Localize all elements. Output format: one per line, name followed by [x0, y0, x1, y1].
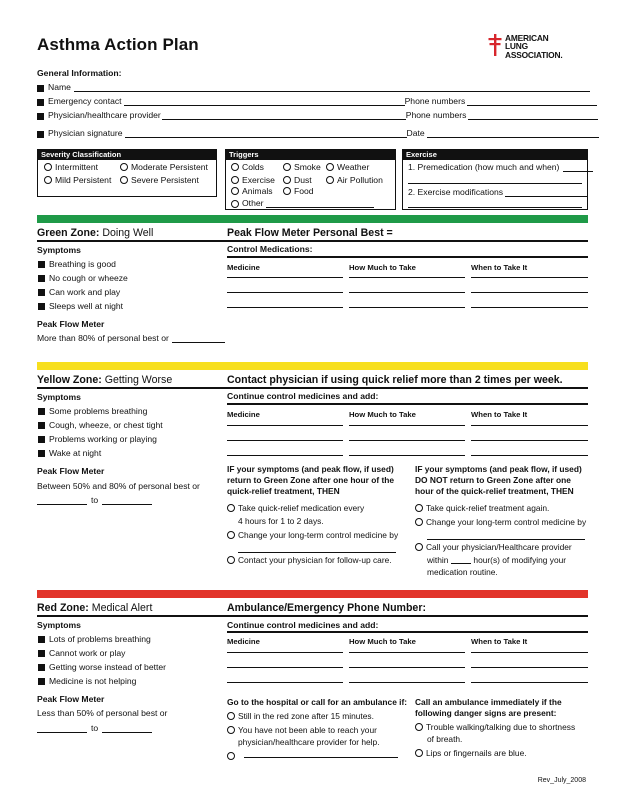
- if-return-item-cont: 4 hours for 1 to 2 days.: [238, 516, 324, 526]
- triggers-box: [225, 149, 396, 210]
- other-trigger-field[interactable]: [266, 207, 374, 208]
- page-title: Asthma Action Plan: [37, 35, 199, 54]
- other-reason-field[interactable]: [244, 757, 398, 758]
- triggers-heading: Triggers: [226, 150, 395, 160]
- radio-icon[interactable]: [283, 187, 291, 195]
- hospital-item-cont: physician/healthcare provider for help.: [238, 737, 380, 747]
- symptom-item: [38, 676, 136, 686]
- yellow-zone-bar: [37, 362, 588, 370]
- med-line[interactable]: [471, 292, 588, 293]
- symptom-label: Can work and play: [49, 287, 121, 297]
- severity-box: [37, 149, 217, 197]
- symptom-item: [38, 648, 125, 658]
- if-not-return-item: [415, 517, 586, 528]
- exercise-item-2: [408, 187, 587, 197]
- bullet-icon: [38, 408, 45, 415]
- symptom-item: [38, 273, 128, 283]
- hospital-item: [227, 725, 377, 736]
- symptom-item: [38, 406, 147, 416]
- med-line[interactable]: [227, 307, 343, 308]
- col-how-much: How Much to Take: [349, 637, 416, 646]
- heading-line: Call an ambulance immediately if the: [415, 697, 562, 707]
- col-medicine: Medicine: [227, 410, 260, 419]
- symptom-label: Cannot work or play: [49, 648, 126, 658]
- divider: [227, 256, 588, 258]
- hospital-heading: Go to the hospital or call for an ambulance if:: [227, 697, 408, 707]
- item-text: Trouble walking/talking due to shortness: [426, 722, 576, 732]
- zone-name: Red Zone:: [37, 602, 89, 614]
- med-line[interactable]: [227, 277, 343, 278]
- trigger-option-label: Colds: [242, 162, 264, 172]
- if-return-heading: [227, 464, 394, 497]
- name-field[interactable]: [74, 83, 590, 92]
- radio-icon[interactable]: [231, 176, 239, 184]
- radio-icon[interactable]: [231, 187, 239, 195]
- trigger-option[interactable]: [231, 175, 275, 185]
- if-return-item: [227, 530, 398, 541]
- exercise-item-label: 1. Premedication (how much and when): [408, 162, 560, 172]
- radio-icon[interactable]: [415, 749, 423, 757]
- emergency-contact-label: Emergency contact: [48, 96, 122, 106]
- emergency-phone-field[interactable]: [467, 97, 597, 106]
- divider: [37, 615, 588, 617]
- col-when: When to Take It: [471, 637, 528, 646]
- col-how-much: How Much to Take: [349, 410, 416, 419]
- bullet-icon: [38, 678, 45, 685]
- ambulance-heading: [415, 697, 562, 719]
- item-text: hour(s) of modifying your: [473, 555, 567, 565]
- trigger-option[interactable]: [231, 198, 374, 208]
- hours-field[interactable]: [451, 563, 471, 564]
- item-text: Take quick-relief medication every: [238, 503, 365, 513]
- general-heading: General Information:: [37, 68, 122, 78]
- to-label: to: [91, 723, 99, 733]
- bullet-icon: [38, 436, 45, 443]
- med-line[interactable]: [349, 292, 465, 293]
- to-label: to: [91, 495, 99, 505]
- radio-icon[interactable]: [283, 163, 291, 171]
- peak-flow-range: [37, 723, 152, 733]
- med-line[interactable]: [227, 682, 343, 683]
- symptom-item: [38, 259, 116, 269]
- radio-icon[interactable]: [415, 543, 423, 551]
- col-when: When to Take It: [471, 410, 528, 419]
- symptom-item: [38, 301, 123, 311]
- item-text: Lips or fingernails are blue.: [426, 748, 527, 758]
- trigger-option[interactable]: [231, 186, 273, 196]
- radio-icon[interactable]: [231, 163, 239, 171]
- control-meds-heading: Control Medications:: [227, 244, 313, 254]
- med-line[interactable]: [349, 307, 465, 308]
- radio-icon[interactable]: [415, 723, 423, 731]
- radio-icon[interactable]: [326, 163, 334, 171]
- trigger-option-label: Exercise: [242, 175, 275, 185]
- if-not-return-item-cont: medication routine.: [427, 567, 498, 577]
- bullet-icon: [38, 636, 45, 643]
- severity-option[interactable]: [44, 162, 98, 172]
- emergency-row: [37, 94, 597, 106]
- symptom-label: No cough or wheeze: [49, 273, 128, 283]
- radio-icon[interactable]: [227, 504, 235, 512]
- radio-icon[interactable]: [120, 176, 128, 184]
- med-line[interactable]: [349, 667, 465, 668]
- peak-flow-heading: Peak Flow Meter: [37, 466, 105, 476]
- symptom-label: Cough, wheeze, or chest tight: [49, 420, 163, 430]
- physician-provider-label: Physician/healthcare provider: [48, 110, 161, 120]
- name-row: [37, 80, 590, 92]
- change-med-field[interactable]: [238, 552, 396, 553]
- trigger-option[interactable]: [231, 162, 264, 172]
- physician-signature-label: Physician signature: [48, 128, 123, 138]
- item-text: Still in the red zone after 15 minutes.: [238, 711, 374, 721]
- med-line[interactable]: [349, 277, 465, 278]
- within-hours-line: [427, 555, 566, 566]
- ambulance-item: [415, 722, 575, 733]
- item-text: within: [427, 555, 449, 565]
- emergency-contact-field[interactable]: [124, 97, 405, 106]
- radio-icon[interactable]: [231, 200, 239, 208]
- med-line[interactable]: [471, 425, 588, 426]
- med-line[interactable]: [349, 652, 465, 653]
- lung-cross-icon: [488, 34, 502, 56]
- item-text: You have not been able to reach your: [238, 725, 377, 735]
- green-zone-bar: [37, 215, 588, 223]
- peak-flow-from-field[interactable]: [37, 732, 87, 733]
- physician-row: [37, 108, 598, 120]
- exercise-item-label: 2. Exercise modifications: [408, 187, 504, 197]
- if-not-return-heading: [415, 464, 582, 497]
- severity-option-label: Intermittent: [55, 162, 98, 172]
- continue-meds-heading: Continue control medicines and add:: [227, 391, 379, 401]
- logo-line: LUNG: [505, 41, 528, 52]
- radio-icon[interactable]: [227, 726, 235, 734]
- med-line[interactable]: [471, 667, 588, 668]
- logo-line: ASSOCIATION.: [505, 49, 563, 60]
- red-zone-title: [37, 602, 152, 614]
- med-line[interactable]: [349, 455, 465, 456]
- trigger-option-label: Smoke: [294, 162, 321, 172]
- radio-icon[interactable]: [415, 504, 423, 512]
- peak-flow-field[interactable]: [172, 342, 225, 343]
- severity-option[interactable]: [120, 175, 199, 185]
- trigger-option-label: Dust: [294, 175, 312, 185]
- radio-icon[interactable]: [326, 176, 334, 184]
- zone-desc: Getting Worse: [104, 374, 173, 386]
- bullet-icon: [37, 99, 44, 106]
- heading-line: IF your symptoms (and peak flow, if used): [227, 464, 394, 474]
- name-label: Name: [48, 82, 71, 92]
- zone-desc: Doing Well: [102, 227, 154, 239]
- symptom-label: Medicine is not helping: [49, 676, 137, 686]
- peak-flow-range: [37, 495, 152, 505]
- med-line[interactable]: [227, 440, 343, 441]
- trigger-option[interactable]: [283, 175, 312, 185]
- peak-flow-from-field[interactable]: [37, 504, 87, 505]
- bullet-icon: [37, 85, 44, 92]
- bullet-icon: [38, 422, 45, 429]
- divider: [227, 631, 588, 633]
- col-how-much: How Much to Take: [349, 263, 416, 272]
- radio-icon[interactable]: [415, 518, 423, 526]
- if-not-return-item: [415, 503, 549, 514]
- med-line[interactable]: [349, 440, 465, 441]
- item-text: Change your long-term control medicine by: [426, 517, 587, 527]
- radio-icon[interactable]: [120, 163, 128, 171]
- severity-option-label: Severe Persistent: [131, 175, 199, 185]
- peak-flow-label: Between 50% and 80% of personal best or: [37, 481, 200, 491]
- bullet-icon: [38, 664, 45, 671]
- trigger-option-label: Animals: [242, 186, 273, 196]
- divider: [37, 387, 588, 389]
- symptom-item: [38, 662, 166, 672]
- premedication-field-2[interactable]: [408, 183, 582, 184]
- radio-icon[interactable]: [227, 712, 235, 720]
- item-text: Take quick-relief treatment again.: [426, 503, 550, 513]
- severity-option[interactable]: [44, 175, 111, 185]
- zone-name: Yellow Zone:: [37, 374, 102, 386]
- change-med-field[interactable]: [427, 539, 585, 540]
- symptom-label: Breathing is good: [49, 259, 116, 269]
- radio-icon[interactable]: [227, 752, 235, 760]
- peak-flow-heading: Peak Flow Meter: [37, 694, 105, 704]
- zone-desc: Medical Alert: [91, 602, 153, 614]
- med-line[interactable]: [349, 682, 465, 683]
- item-text: Change your long-term control medicine by: [238, 530, 399, 540]
- heading-line: following danger signs are present:: [415, 708, 557, 718]
- symptoms-heading: Symptoms: [37, 620, 81, 630]
- hospital-item-other: [227, 752, 398, 760]
- med-line[interactable]: [471, 682, 588, 683]
- green-zone-title: [37, 227, 153, 239]
- med-line[interactable]: [349, 425, 465, 426]
- date-field[interactable]: [427, 129, 599, 138]
- symptoms-heading: Symptoms: [37, 245, 81, 255]
- col-medicine: Medicine: [227, 263, 260, 272]
- exercise-heading: Exercise: [403, 150, 587, 160]
- col-medicine: Medicine: [227, 637, 260, 646]
- col-when: When to Take It: [471, 263, 528, 272]
- bullet-icon: [38, 303, 45, 310]
- divider: [227, 403, 588, 405]
- ambulance-header: Ambulance/Emergency Phone Number:: [227, 602, 426, 614]
- radio-icon[interactable]: [227, 531, 235, 539]
- physician-provider-field[interactable]: [162, 111, 406, 120]
- symptom-label: Wake at night: [49, 448, 102, 458]
- bullet-icon: [37, 113, 44, 120]
- med-line[interactable]: [471, 455, 588, 456]
- hospital-item: [227, 711, 374, 722]
- signature-row: [37, 126, 599, 138]
- bullet-icon: [37, 131, 44, 138]
- severity-option[interactable]: [120, 162, 208, 172]
- trigger-option[interactable]: [326, 175, 383, 185]
- logo-line: AMERICAN: [505, 33, 549, 43]
- med-line[interactable]: [471, 277, 588, 278]
- med-line[interactable]: [227, 455, 343, 456]
- severity-option-label: Mild Persistent: [55, 175, 112, 185]
- bullet-icon: [38, 650, 45, 657]
- bullet-icon: [38, 289, 45, 296]
- symptom-label: Sleeps well at night: [49, 301, 124, 311]
- date-label: Date: [406, 128, 425, 138]
- trigger-option[interactable]: [283, 162, 321, 172]
- symptom-label: Getting worse instead of better: [49, 662, 167, 672]
- revision-label: Rev_July_2008: [537, 777, 586, 784]
- zone-name: Green Zone:: [37, 227, 100, 239]
- trigger-option-label: Air Pollution: [337, 175, 383, 185]
- med-line[interactable]: [471, 307, 588, 308]
- continue-meds-heading: Continue control medicines and add:: [227, 620, 379, 630]
- med-line[interactable]: [227, 425, 343, 426]
- med-line[interactable]: [471, 652, 588, 653]
- physician-signature-field[interactable]: [125, 129, 407, 138]
- divider: [37, 240, 588, 242]
- trigger-option[interactable]: [283, 186, 314, 196]
- if-not-return-item: [415, 542, 572, 553]
- trigger-option-label: Food: [294, 186, 314, 196]
- symptom-label: Lots of problems breathing: [49, 634, 151, 644]
- symptom-label: Some problems breathing: [49, 406, 148, 416]
- peak-flow-to-field[interactable]: [102, 732, 152, 733]
- bullet-icon: [38, 261, 45, 268]
- symptom-item: [38, 434, 157, 444]
- peak-flow-label: Less than 50% of personal best or: [37, 708, 168, 718]
- logo: [488, 34, 562, 59]
- radio-icon[interactable]: [227, 556, 235, 564]
- trigger-option[interactable]: [326, 162, 369, 172]
- peak-flow-to-field[interactable]: [102, 504, 152, 505]
- trigger-option-label: Other: [242, 198, 264, 208]
- trigger-option-label: Weather: [337, 162, 370, 172]
- ambulance-item: [415, 748, 527, 759]
- severity-heading: Severity Classification: [38, 150, 216, 160]
- personal-best-header: Peak Flow Meter Personal Best =: [227, 227, 393, 239]
- symptom-label: Problems working or playing: [49, 434, 157, 444]
- symptoms-heading: Symptoms: [37, 392, 81, 402]
- yellow-zone-title: [37, 374, 172, 386]
- med-line[interactable]: [471, 440, 588, 441]
- exercise-item-1: [408, 162, 593, 172]
- item-text: Contact your physician for follow-up care.: [238, 555, 392, 565]
- red-zone-bar: [37, 590, 588, 598]
- symptom-item: [38, 634, 151, 644]
- radio-icon[interactable]: [44, 176, 52, 184]
- peak-flow-heading: Peak Flow Meter: [37, 319, 105, 329]
- radio-icon[interactable]: [44, 163, 52, 171]
- med-line[interactable]: [227, 652, 343, 653]
- heading-line: return to Green Zone after one hour of the: [227, 475, 395, 485]
- heading-line: DO NOT return to Green Zone after one: [415, 475, 571, 485]
- contact-physician-header: Contact physician if using quick relief more than 2 times per week.: [227, 374, 563, 386]
- severity-option-label: Moderate Persistent: [131, 162, 208, 172]
- bullet-icon: [38, 275, 45, 282]
- symptom-item: [38, 287, 120, 297]
- if-return-item: [227, 503, 364, 514]
- item-text: Call your physician/Healthcare provider: [426, 542, 572, 552]
- ambulance-item-cont: of breath.: [427, 734, 463, 744]
- exercise-mod-field-2[interactable]: [408, 207, 582, 208]
- symptom-item: [38, 420, 163, 430]
- heading-line: IF your symptoms (and peak flow, if used): [415, 464, 582, 474]
- physician-phone-field[interactable]: [468, 111, 598, 120]
- med-line[interactable]: [227, 667, 343, 668]
- exercise-mod-field[interactable]: [505, 196, 587, 197]
- symptom-item: [38, 448, 101, 458]
- phone-numbers-label: Phone numbers: [405, 110, 467, 120]
- med-line[interactable]: [227, 292, 343, 293]
- exercise-box: [402, 149, 588, 210]
- if-return-item: [227, 555, 392, 566]
- heading-line: hour of the quick-relief treatment, THEN: [415, 486, 574, 496]
- phone-numbers-label: Phone numbers: [404, 96, 466, 106]
- peak-flow-text: [37, 333, 225, 343]
- heading-line: quick-relief treatment, THEN: [227, 486, 340, 496]
- bullet-icon: [38, 450, 45, 457]
- radio-icon[interactable]: [283, 176, 291, 184]
- peak-flow-label: More than 80% of personal best or: [37, 333, 169, 343]
- premedication-field[interactable]: [563, 171, 593, 172]
